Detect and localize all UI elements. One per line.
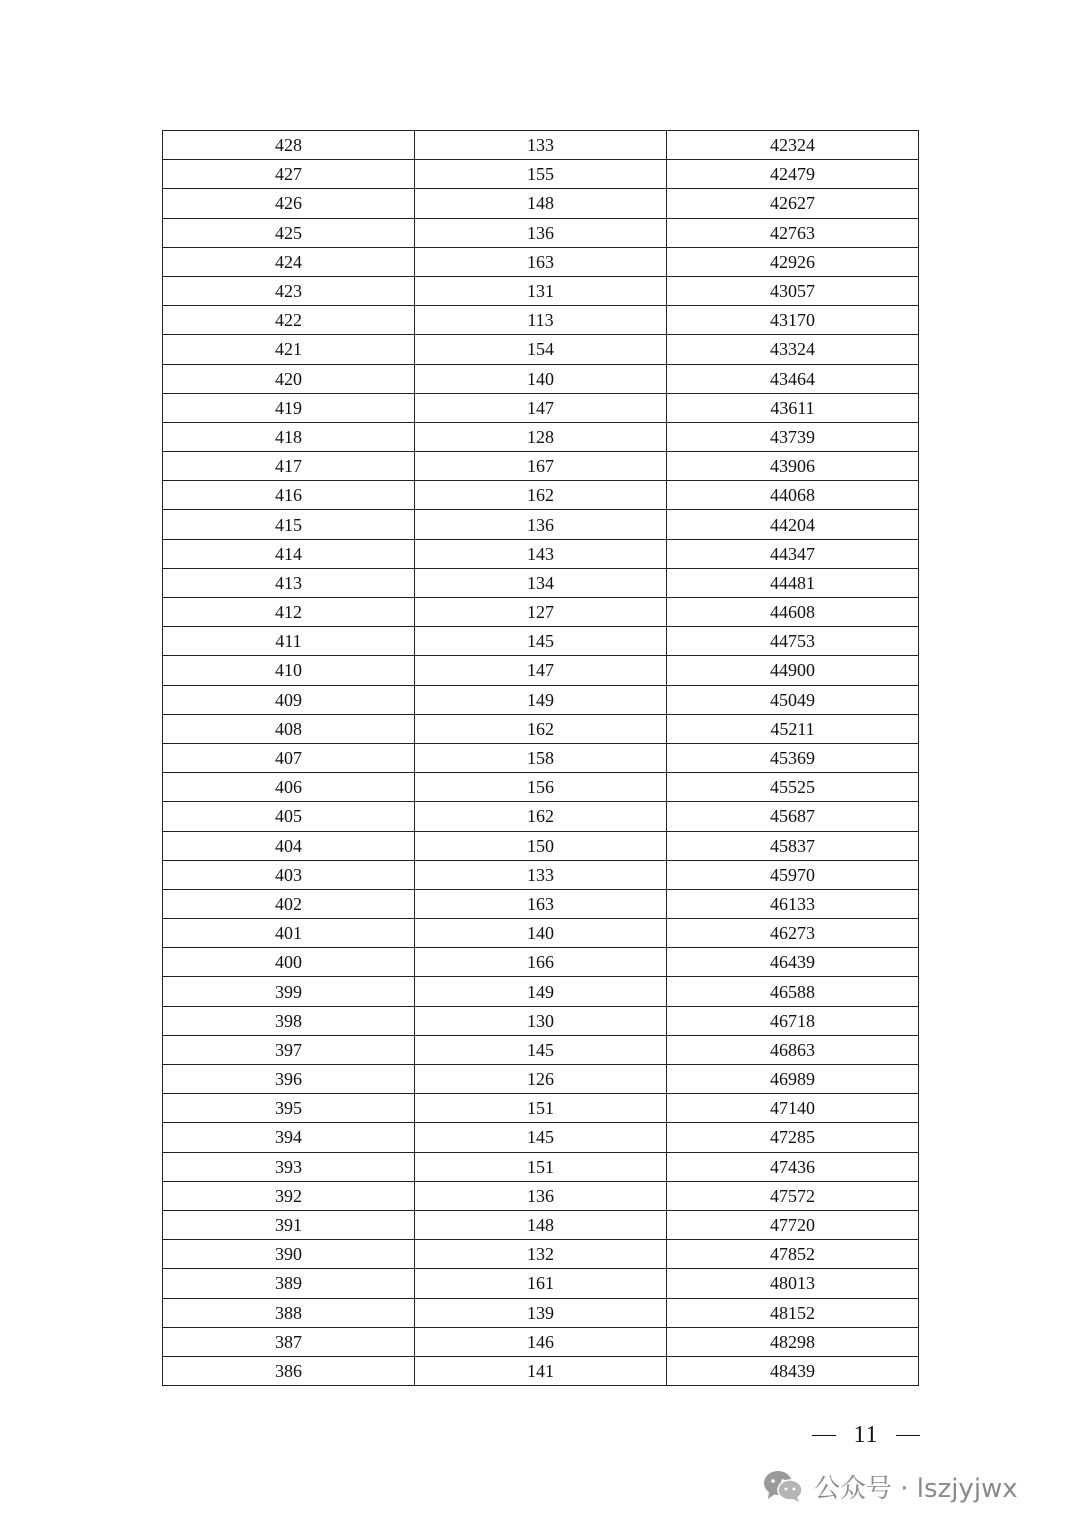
table-row [163,802,919,831]
cumulative-cell: 42324 [667,131,919,160]
cumulative-cell: 47140 [667,1094,919,1123]
table-row [163,1152,919,1181]
cumulative-cell: 46989 [667,1065,919,1094]
table-row [163,831,919,860]
score-cell: 423 [163,276,415,305]
cumulative-cell: 45687 [667,802,919,831]
score-cell: 392 [163,1181,415,1210]
score-cell: 396 [163,1065,415,1094]
page-number-dash-right [896,1435,920,1437]
cumulative-cell: 47572 [667,1181,919,1210]
table-row [163,685,919,714]
cumulative-cell: 46718 [667,1006,919,1035]
count-cell: 143 [415,539,667,568]
table-row [163,306,919,335]
score-cell: 411 [163,627,415,656]
count-cell: 141 [415,1356,667,1385]
table-row [163,1327,919,1356]
count-cell: 163 [415,247,667,276]
cumulative-cell: 43739 [667,422,919,451]
cumulative-cell: 46439 [667,948,919,977]
count-cell: 154 [415,335,667,364]
count-cell: 140 [415,919,667,948]
count-cell: 149 [415,977,667,1006]
table-row [163,131,919,160]
score-cell: 400 [163,948,415,977]
cumulative-cell: 42479 [667,160,919,189]
cumulative-cell: 42627 [667,189,919,218]
score-cell: 401 [163,919,415,948]
table-row [163,977,919,1006]
watermark [762,1466,1018,1506]
page-number-value: 11 [853,1422,879,1448]
count-cell: 140 [415,364,667,393]
score-cell: 427 [163,160,415,189]
count-cell: 136 [415,218,667,247]
table-row [163,919,919,948]
table-row [163,1356,919,1385]
count-cell: 128 [415,422,667,451]
score-cell: 403 [163,860,415,889]
score-cell: 386 [163,1356,415,1385]
count-cell: 161 [415,1269,667,1298]
count-cell: 166 [415,948,667,977]
score-cell: 391 [163,1210,415,1239]
table-row [163,1123,919,1152]
cumulative-cell: 47720 [667,1210,919,1239]
cumulative-cell: 46863 [667,1035,919,1064]
count-cell: 132 [415,1240,667,1269]
count-cell: 145 [415,1035,667,1064]
score-cell: 389 [163,1269,415,1298]
cumulative-cell: 43170 [667,306,919,335]
table-row [163,1065,919,1094]
score-cell: 425 [163,218,415,247]
table-row [163,1298,919,1327]
score-cell: 404 [163,831,415,860]
table-row [163,189,919,218]
score-cell: 402 [163,889,415,918]
count-cell: 151 [415,1094,667,1123]
table-row [163,1181,919,1210]
count-cell: 133 [415,131,667,160]
table-row [163,568,919,597]
cumulative-cell: 45369 [667,743,919,772]
count-cell: 158 [415,743,667,772]
cumulative-cell: 45049 [667,685,919,714]
count-cell: 156 [415,773,667,802]
score-cell: 408 [163,714,415,743]
cumulative-cell: 43324 [667,335,919,364]
count-cell: 133 [415,860,667,889]
score-cell: 419 [163,393,415,422]
count-cell: 126 [415,1065,667,1094]
table-row [163,218,919,247]
score-cell: 415 [163,510,415,539]
cumulative-cell: 48013 [667,1269,919,1298]
table-row [163,539,919,568]
watermark-text: 公众号 · lszjyjwx [814,1473,1018,1504]
page-number-dash-left [812,1435,836,1437]
count-cell: 127 [415,598,667,627]
count-cell: 130 [415,1006,667,1035]
table-row [163,656,919,685]
table-row [163,510,919,539]
count-cell: 147 [415,393,667,422]
count-cell: 147 [415,656,667,685]
table-row [163,889,919,918]
cumulative-cell: 45970 [667,860,919,889]
cumulative-cell: 47852 [667,1240,919,1269]
cumulative-cell: 48298 [667,1327,919,1356]
table-row [163,598,919,627]
count-cell: 162 [415,481,667,510]
cumulative-cell: 42926 [667,247,919,276]
cumulative-cell: 43057 [667,276,919,305]
table-row [163,393,919,422]
count-cell: 155 [415,160,667,189]
score-cell: 409 [163,685,415,714]
table-row [163,335,919,364]
count-cell: 136 [415,1181,667,1210]
table-row [163,743,919,772]
cumulative-cell: 48152 [667,1298,919,1327]
score-cell: 405 [163,802,415,831]
score-cell: 414 [163,539,415,568]
cumulative-cell: 47436 [667,1152,919,1181]
score-cell: 428 [163,131,415,160]
score-cell: 397 [163,1035,415,1064]
count-cell: 145 [415,1123,667,1152]
score-cell: 395 [163,1094,415,1123]
score-cell: 421 [163,335,415,364]
cumulative-cell: 44608 [667,598,919,627]
cumulative-cell: 44347 [667,539,919,568]
wechat-icon [762,1468,804,1504]
cumulative-cell: 46133 [667,889,919,918]
count-cell: 148 [415,1210,667,1239]
page-number [812,1422,920,1449]
count-cell: 150 [415,831,667,860]
count-cell: 139 [415,1298,667,1327]
count-cell: 146 [415,1327,667,1356]
table-row [163,452,919,481]
score-distribution-table [162,130,919,1386]
table-row [163,1240,919,1269]
table-row [163,1210,919,1239]
count-cell: 162 [415,802,667,831]
cumulative-cell: 43464 [667,364,919,393]
cumulative-cell: 46588 [667,977,919,1006]
cumulative-cell: 44204 [667,510,919,539]
table-row [163,773,919,802]
table-row [163,247,919,276]
table-row [163,160,919,189]
score-cell: 416 [163,481,415,510]
cumulative-cell: 47285 [667,1123,919,1152]
score-cell: 390 [163,1240,415,1269]
table-row [163,860,919,889]
table-row [163,481,919,510]
count-cell: 145 [415,627,667,656]
score-cell: 387 [163,1327,415,1356]
table-body [163,131,919,1386]
count-cell: 162 [415,714,667,743]
score-cell: 412 [163,598,415,627]
count-cell: 151 [415,1152,667,1181]
table-row [163,1035,919,1064]
count-cell: 131 [415,276,667,305]
score-cell: 418 [163,422,415,451]
table-row [163,422,919,451]
cumulative-cell: 44481 [667,568,919,597]
table-row [163,276,919,305]
score-cell: 407 [163,743,415,772]
table-row [163,1006,919,1035]
table-row [163,364,919,393]
score-cell: 388 [163,1298,415,1327]
score-cell: 424 [163,247,415,276]
score-cell: 413 [163,568,415,597]
count-cell: 149 [415,685,667,714]
table-row [163,948,919,977]
score-cell: 399 [163,977,415,1006]
score-cell: 422 [163,306,415,335]
cumulative-cell: 44068 [667,481,919,510]
cumulative-cell: 45837 [667,831,919,860]
table-row [163,1269,919,1298]
cumulative-cell: 48439 [667,1356,919,1385]
cumulative-cell: 42763 [667,218,919,247]
score-cell: 393 [163,1152,415,1181]
score-cell: 417 [163,452,415,481]
cumulative-cell: 43611 [667,393,919,422]
cumulative-cell: 44900 [667,656,919,685]
cumulative-cell: 43906 [667,452,919,481]
score-cell: 410 [163,656,415,685]
cumulative-cell: 44753 [667,627,919,656]
score-cell: 406 [163,773,415,802]
cumulative-cell: 45211 [667,714,919,743]
count-cell: 113 [415,306,667,335]
score-cell: 398 [163,1006,415,1035]
score-cell: 426 [163,189,415,218]
cumulative-cell: 45525 [667,773,919,802]
table-row [163,627,919,656]
cumulative-cell: 46273 [667,919,919,948]
table-row [163,714,919,743]
count-cell: 148 [415,189,667,218]
table-row [163,1094,919,1123]
count-cell: 167 [415,452,667,481]
count-cell: 163 [415,889,667,918]
score-cell: 394 [163,1123,415,1152]
count-cell: 134 [415,568,667,597]
count-cell: 136 [415,510,667,539]
score-cell: 420 [163,364,415,393]
